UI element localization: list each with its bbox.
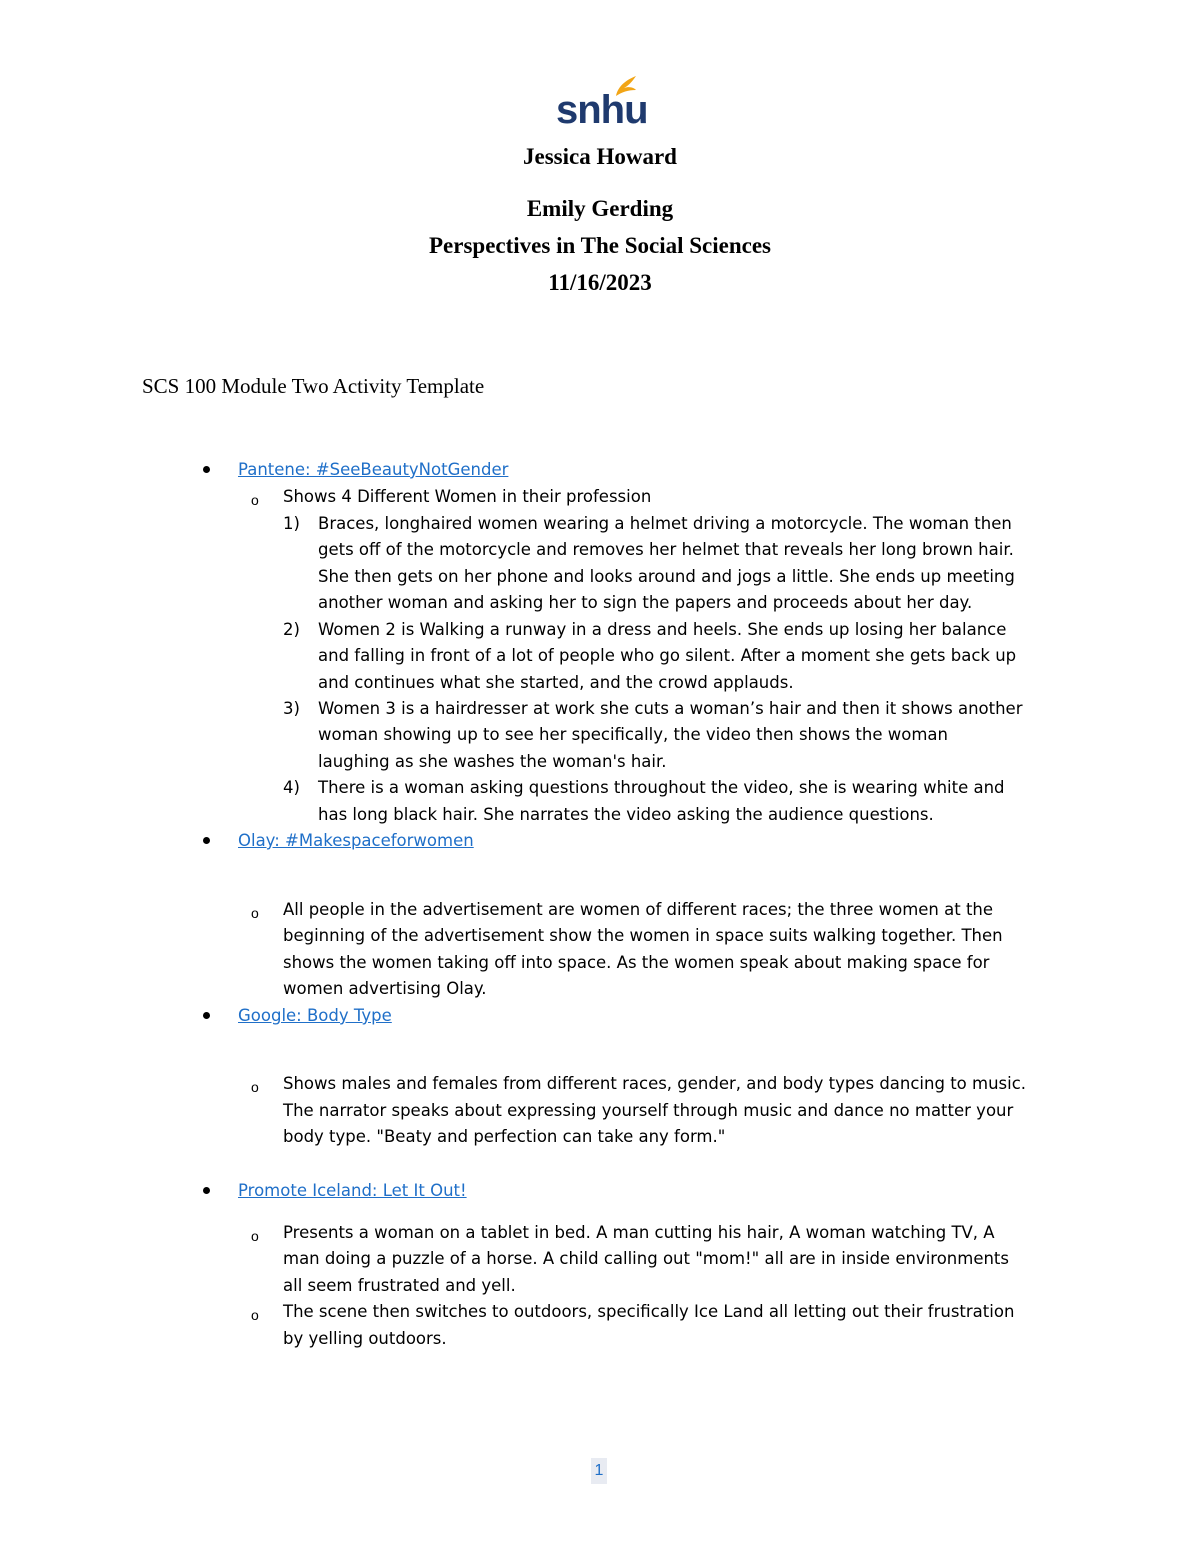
list-number: 4) (283, 778, 300, 797)
sub-item-text: The scene then switches to outdoors, specifically Ice Land all letting out their frustration (283, 1302, 1015, 1321)
sub-bullet: o (251, 905, 259, 921)
student-name: Jessica Howard (523, 144, 677, 169)
course-name: Perspectives in The Social Sciences (429, 233, 771, 258)
instructor-name: Emily Gerding (526, 196, 674, 221)
sub-bullet: o (251, 1228, 259, 1244)
sub-item-text: body type. "Beaty and perfection can take any form." (283, 1127, 726, 1146)
sub-item-text: man doing a puzzle of a horse. A child calling out "mom!" all are in inside environments (283, 1249, 1009, 1268)
list-number: 1) (283, 514, 300, 533)
list-item-line: Women 2 is Walking a runway in a dress and heels. She ends up losing her balance (318, 620, 1007, 639)
page-number: 1 (591, 1458, 607, 1484)
sub-item-text: women advertising Olay. (283, 979, 487, 998)
list-item-line: gets off of the motorcycle and removes her helmet that reveals her long brown hair. (318, 540, 1014, 559)
list-number: 2) (283, 620, 300, 639)
sub-item-text: All people in the advertisement are women of different races; the three women at the (283, 900, 994, 919)
sub-item-text: Shows 4 Different Women in their profession (283, 487, 652, 506)
logo-wordmark: snhu (556, 88, 648, 132)
list-item-line: She then gets on her phone and looks around and jogs a little. She ends up meeting (318, 567, 1015, 586)
sub-item-text: shows the women taking off into space. As the women speak about making space for (283, 953, 990, 972)
list-item-line: woman showing up to see her specifically, the video then shows the woman (318, 725, 948, 744)
list-item-line: Women 3 is a hairdresser at work she cuts a woman’s hair and then it shows another (318, 699, 1023, 718)
sub-bullet: o (251, 1079, 259, 1095)
sub-bullet: o (251, 1307, 259, 1323)
google-link[interactable]: Google: Body Type (238, 1006, 392, 1025)
sub-item-text: beginning of the advertisement show the women in space suits walking together. Then (283, 926, 1003, 945)
sub-item-text: by yelling outdoors. (283, 1329, 447, 1348)
list-item-line: has long black hair. She narrates the video asking the audience questions. (318, 805, 934, 824)
sub-bullet: o (251, 492, 259, 508)
bullet-dot (203, 1187, 210, 1194)
list-item-line: another woman and asking her to sign the papers and proceeds about her day. (318, 593, 973, 612)
document-title: SCS 100 Module Two Activity Template (142, 374, 485, 398)
olay-link[interactable]: Olay: #Makespaceforwomen (238, 831, 474, 850)
list-item-line: There is a woman asking questions throughout the video, she is wearing white and (318, 778, 1005, 797)
submission-date: 11/16/2023 (548, 270, 652, 295)
list-item-line: and falling in front of a lot of people who go silent. After a moment she gets back up (318, 646, 1017, 665)
sub-item-text: all seem frustrated and yell. (283, 1276, 516, 1295)
list-number: 3) (283, 699, 300, 718)
list-item-line: and continues what she started, and the crowd applauds. (318, 673, 794, 692)
pantene-link[interactable]: Pantene: #SeeBeautyNotGender (238, 460, 509, 479)
iceland-link[interactable]: Promote Iceland: Let It Out! (238, 1181, 467, 1200)
sub-item-text: Presents a woman on a tablet in bed. A man cutting his hair, A woman watching TV, A (283, 1223, 995, 1242)
list-item-line: Braces, longhaired women wearing a helmet driving a motorcycle. The woman then (318, 514, 1012, 533)
bullet-dot (203, 837, 210, 844)
sub-item-text: Shows males and females from different races, gender, and body types dancing to music. (283, 1074, 1027, 1093)
bullet-dot (203, 466, 210, 473)
sub-item-text: The narrator speaks about expressing yourself through music and dance no matter your (283, 1101, 1014, 1120)
bullet-dot (203, 1012, 210, 1019)
snhu-logo (556, 74, 648, 132)
list-item-line: laughing as she washes the woman's hair. (318, 752, 667, 771)
